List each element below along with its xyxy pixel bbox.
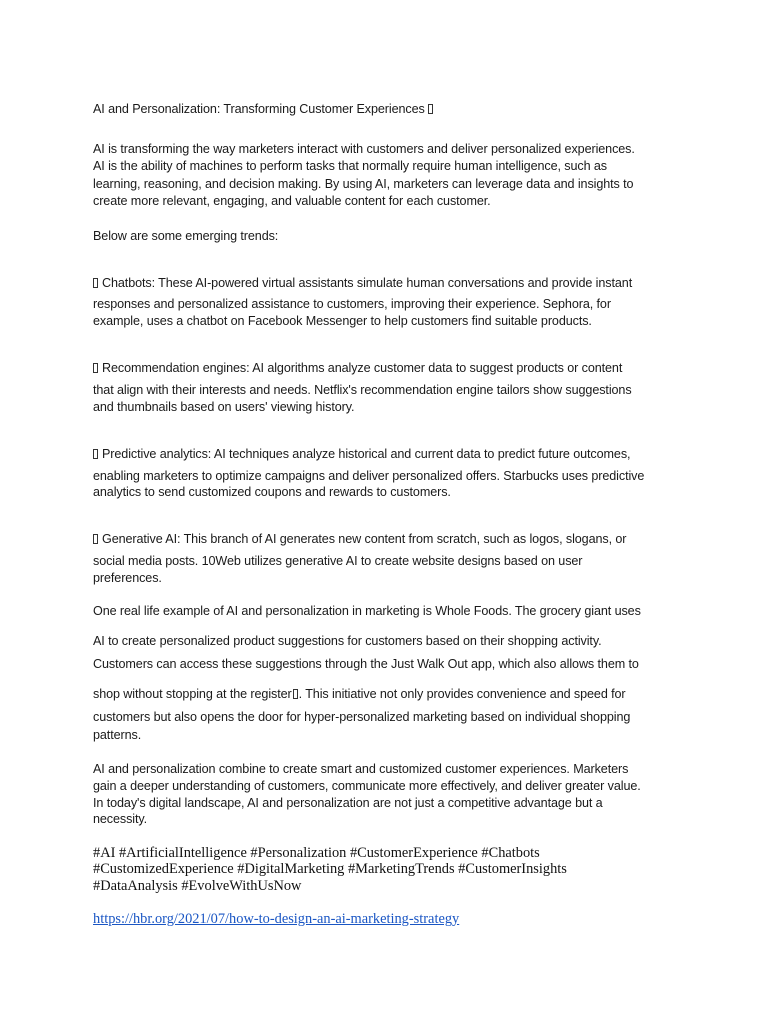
missing-glyph-icon	[428, 104, 433, 114]
intro-line: learning, reasoning, and decision making. By using AI, marketers can leverage data and insights to	[93, 177, 634, 191]
example-line: customers but also opens the door for hyper-personalized marketing based on individual shopping	[93, 710, 631, 724]
missing-glyph-icon	[93, 534, 98, 544]
trend-line: and thumbnails based on users' viewing history.	[93, 400, 355, 414]
example-line: AI to create personalized product suggestions for customers based on their shopping activity.	[93, 634, 602, 648]
missing-glyph-icon	[93, 278, 98, 288]
document-title: AI and Personalization: Transforming Customer Experiences	[93, 101, 433, 117]
trend-item-generative: Generative AI: This branch of AI generates new content from scratch, such as logos, slogans, or	[93, 531, 626, 547]
trend-line: preferences.	[93, 571, 162, 585]
trend-item-predictive: Predictive analytics: AI techniques analyze historical and current data to predict future outcomes,	[93, 446, 630, 462]
example-line: patterns.	[93, 728, 142, 742]
conclusion-line: In today's digital landscape, AI and personalization are not just a competitive advantage but a	[93, 796, 603, 810]
intro-line: AI is the ability of machines to perform tasks that normally require human intelligence, such as	[93, 159, 607, 173]
hashtags-line: #CustomizedExperience #DigitalMarketing #MarketingTrends #CustomerInsights	[93, 861, 567, 877]
conclusion-line: necessity.	[93, 812, 148, 826]
example-line: One real life example of AI and personalization in marketing is Whole Foods. The grocery giant uses	[93, 604, 641, 618]
conclusion-line: gain a deeper understanding of customers, communicate more effectively, and deliver greater value.	[93, 779, 641, 793]
example-line: Customers can access these suggestions through the Just Walk Out app, which also allows them to	[93, 657, 639, 671]
missing-glyph-icon	[293, 689, 298, 699]
trend-line: example, uses a chatbot on Facebook Messenger to help customers find suitable products.	[93, 314, 592, 328]
trend-item-recommendation: Recommendation engines: AI algorithms analyze customer data to suggest products or content	[93, 360, 622, 376]
hashtags-line: #AI #ArtificialIntelligence #Personalization #CustomerExperience #Chatbots	[93, 845, 540, 861]
trend-item-chatbots: Chatbots: These AI-powered virtual assistants simulate human conversations and provide instant	[93, 275, 632, 291]
trends-intro: Below are some emerging trends:	[93, 229, 279, 243]
conclusion-line: AI and personalization combine to create smart and customized customer experiences. Marketers	[93, 762, 629, 776]
source-link[interactable]: https://hbr.org/2021/07/how-to-design-an-ai-marketing-strategy	[93, 911, 460, 927]
missing-glyph-icon	[93, 363, 98, 373]
intro-line: create more relevant, engaging, and valuable content for each customer.	[93, 194, 491, 208]
trend-line: social media posts. 10Web utilizes generative AI to create website designs based on user	[93, 554, 583, 568]
trend-line: enabling marketers to optimize campaigns and deliver personalized offers. Starbucks uses predictive	[93, 469, 645, 483]
trend-line: responses and personalized assistance to customers, improving their experience. Sephora, for	[93, 297, 611, 311]
example-line: shop without stopping at the register . This initiative not only provides convenience and speed for	[93, 687, 626, 701]
trend-line: analytics to send customized coupons and rewards to customers.	[93, 485, 451, 499]
intro-line: AI is transforming the way marketers interact with customers and deliver personalized experiences.	[93, 142, 635, 156]
missing-glyph-icon	[93, 449, 98, 459]
trend-line: that align with their interests and needs. Netflix's recommendation engine tailors show suggestions	[93, 383, 632, 397]
hashtags-line: #DataAnalysis #EvolveWithUsNow	[93, 878, 302, 894]
